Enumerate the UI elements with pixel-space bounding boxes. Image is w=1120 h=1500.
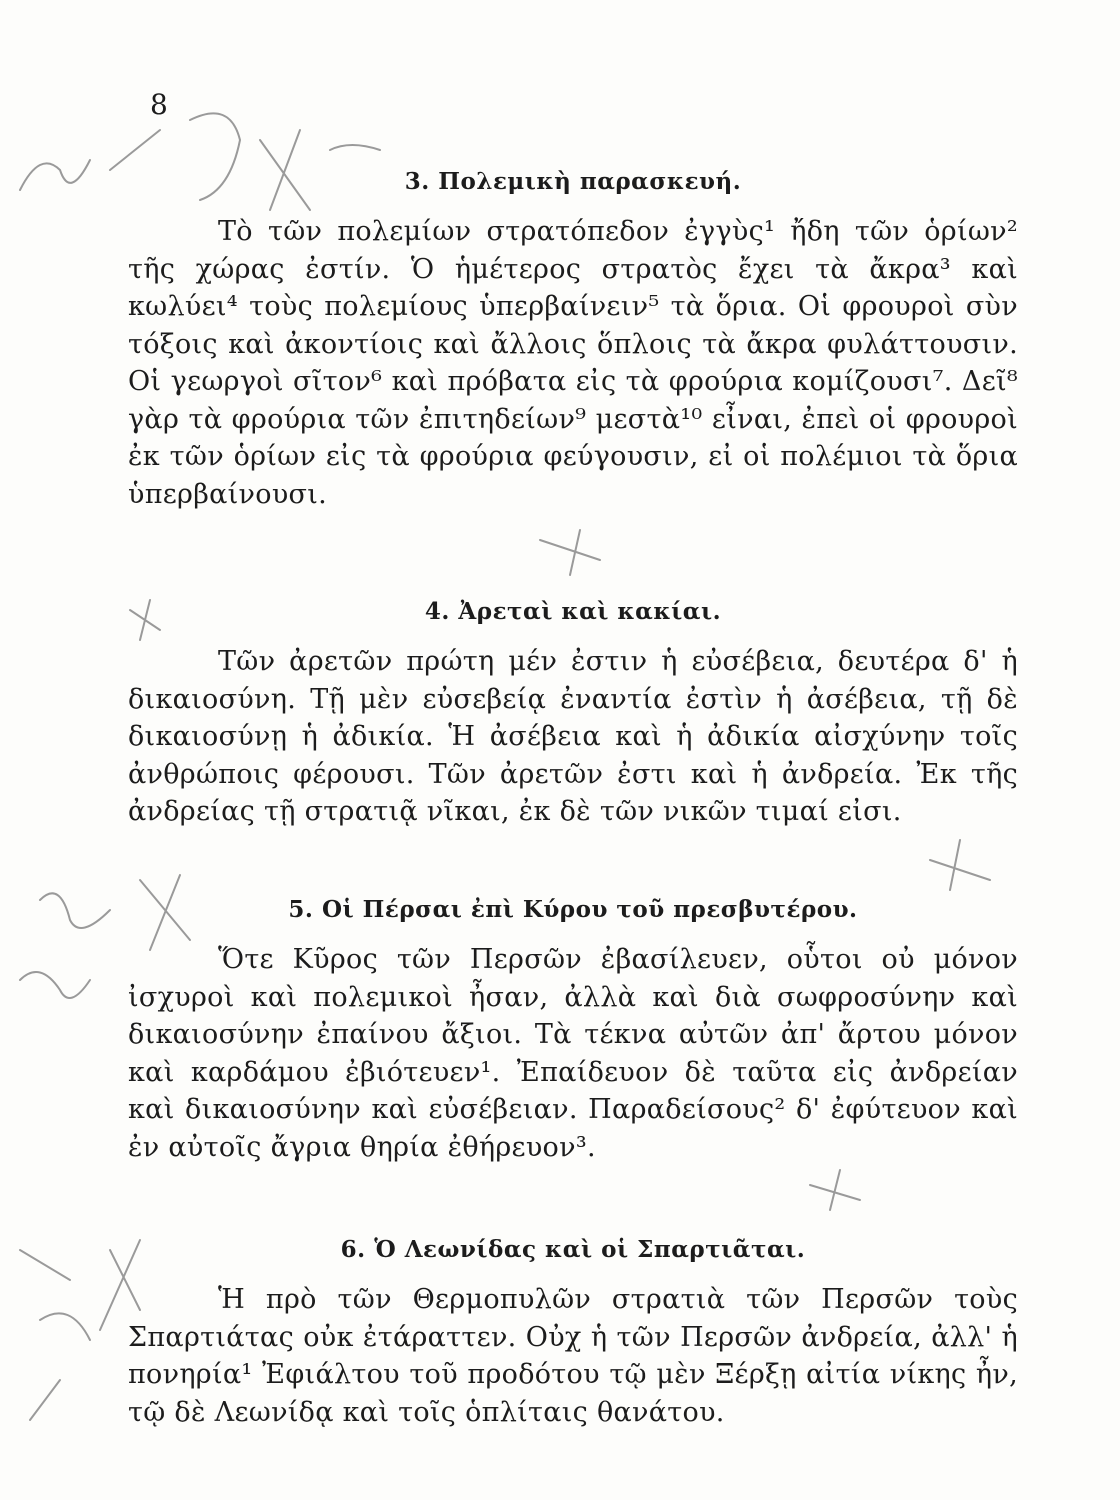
pencil-cross-3 [930, 840, 990, 890]
section-paragraph: Τὸ τῶν πολεμίων στρατόπεδον ἐγγὺς¹ ἤδη τῶν ὁρίων² τῆς χώρας ἐστίν. Ὁ ἡμέτερος στρατὸς ἔχει τὰ ἄκρα³ καὶ κωλύει⁴ τοὺς πολεμίους ὑπερβαίνειν⁵ τὰ ὅρια. Οἱ φρουροὶ σὺν τόξοις καὶ ἀκοντίοις καὶ ἄλλοις ὅπλοις τὰ ἄκρα φυλάττουσιν. Οἱ γεωργοὶ σῖτον⁶ καὶ πρόβατα εἰς τὰ φρούρια κομίζουσι⁷. Δεῖ⁸ γὰρ τὰ φρούρια τῶν ἐπιτηδείων⁹ μεστὰ¹⁰ εἶναι, ἐπεὶ οἱ φρουροὶ ἐκ τῶν ὁρίων εἰς τὰ φρούρια φεύγουσιν, εἰ οἱ πολέμιοι τὰ ὅρια ὑπερβαίνουσι. [128, 216, 1018, 510]
section-heading: 4. Ἀρεταὶ καὶ κακίαι. [424, 598, 722, 625]
section-paragraph: Ὅτε Κῦρος τῶν Περσῶν ἐβασίλευεν, οὗτοι οὐ μόνον ἰσχυροὶ καὶ πολεμικοὶ ἦσαν, ἀλλὰ καὶ διὰ σωφροσύνην καὶ δικαιοσύνην ἐπαίνου ἄξιοι. Τὰ τέκνα αὐτῶν ἀπ' ἄρτου μόνον καὶ καρδάμου ἐβιότευεν¹. Ἐπαίδευον δὲ ταῦτα εἰς ἀνδρείαν καὶ δικαιοσύνην καὶ εὐσέβειαν. Παραδείσους² δ' ἐφύτευον καὶ ἐν αὐτοῖς ἄγρια θηρία ἐθήρευον³. [128, 944, 1018, 1163]
pencil-cross-1 [540, 530, 600, 575]
section-paragraph: Τῶν ἀρετῶν πρώτη μέν ἐστιν ἡ εὐσέβεια, δευτέρα δ' ἡ δικαιοσύνη. Τῇ μὲν εὐσεβείᾳ ἐναντία ἐστὶν ἡ ἀσέβεια, τῇ δὲ δικαιοσύνῃ ἡ ἀδικία. Ἡ ἀσέβεια καὶ ἡ ἀδικία αἰσχύνην τοῖς ἀνθρώποις φέρουσι. Τῶν ἀρετῶν ἐστι καὶ ἡ ἀνδρεία. Ἐκ τῆς ἀνδρείας τῇ στρατιᾷ νῖκαι, ἐκ δὲ τῶν νικῶν τιμαί εἰσι. [128, 646, 1018, 827]
section-5 [128, 896, 1018, 1166]
section-6 [128, 1236, 1018, 1431]
pencil-cross-4 [810, 1170, 860, 1210]
section-3 [128, 168, 1018, 513]
section-paragraph: Ἡ πρὸ τῶν Θερμοπυλῶν στρατιὰ τῶν Περσῶν τοὺς Σπαρτιάτας οὐκ ἐτάραττεν. Οὐχ ἡ τῶν Περσῶν ἀνδρεία, ἀλλ' ἡ πονηρία¹ Ἐφιάλτου τοῦ προδότου τῷ μὲν Ξέρξῃ αἰτία νίκης ἦν, τῷ δὲ Λεωνίδᾳ καὶ τοῖς ὁπλίταις θανάτου. [128, 1284, 1018, 1428]
section-heading: 5. Οἱ Πέρσαι ἐπὶ Κύρου τοῦ πρεσβυτέρου. [288, 896, 858, 923]
section-heading: 6. Ὁ Λεωνίδας καὶ οἱ Σπαρτιᾶται. [340, 1236, 806, 1263]
section-4 [128, 598, 1018, 831]
section-heading: 3. Πολεμικὴ παρασκευή. [404, 168, 742, 195]
page-number: 8 [150, 88, 168, 121]
pencil-scribble-bottom [20, 1240, 140, 1420]
